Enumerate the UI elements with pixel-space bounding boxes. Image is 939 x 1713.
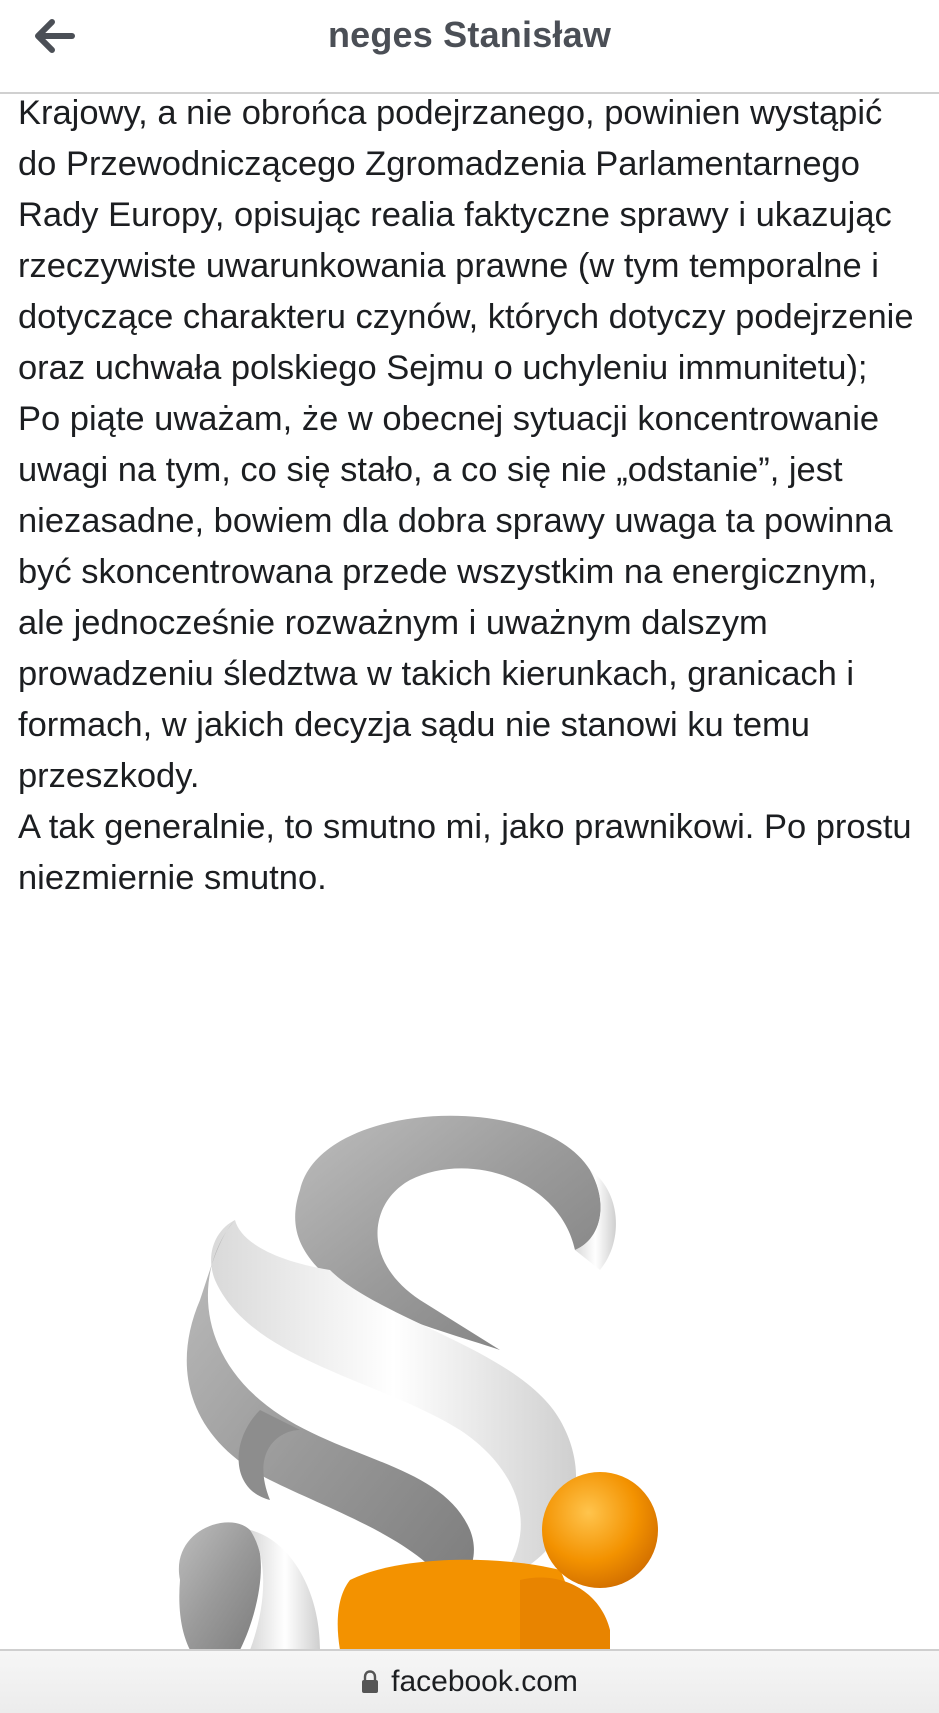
browser-url-bar[interactable]	[0, 1649, 939, 1713]
page-title: neges Stanisław	[327, 14, 612, 55]
post-paragraph: Po piąte uważam, że w obecnej sytuacji koncentrowanie uwagi na tym, co się stało, a co się nie „odstanie”, jest niezasadne, bowiem dla dobra sprawy uwaga ta powinna być skoncentrowana przede wszystkim na energicznym, ale jednocześnie rozważnym i uważnym dalszym prowadzeniu śledztwa w takich kierunkach, granicach i formach, w jakich decyzja sądu nie stanowi ku temu przeszkody.	[18, 400, 893, 795]
url-text: facebook.com	[391, 1665, 578, 1698]
post-paragraph: A tak generalnie, to smutno mi, jako prawnikowi. Po prostu niezmiernie smutno.	[18, 808, 912, 897]
post-paragraph: Krajowy, a nie obrońca podejrzanego, powinien wystąpić do Przewodniczącego Zgromadzenia Parlamentarnego Rady Europy, opisując realia faktyczne sprawy i ukazując rzeczywiste uwarunkowania prawne (w tym temporalne i dotyczące charakteru czynów, których dotyczy podejrzenie oraz uchwała polskiego Sejmu o uchyleniu immunitetu);	[18, 94, 914, 387]
post-image[interactable]	[0, 1110, 939, 1650]
lock-icon	[361, 1670, 379, 1694]
post-body	[18, 88, 923, 904]
paragraph-sign-illustration	[0, 1110, 939, 1650]
back-button[interactable]	[24, 10, 84, 62]
url-display[interactable]	[0, 1665, 939, 1699]
top-bar	[0, 0, 939, 94]
arrow-left-icon	[32, 18, 76, 54]
